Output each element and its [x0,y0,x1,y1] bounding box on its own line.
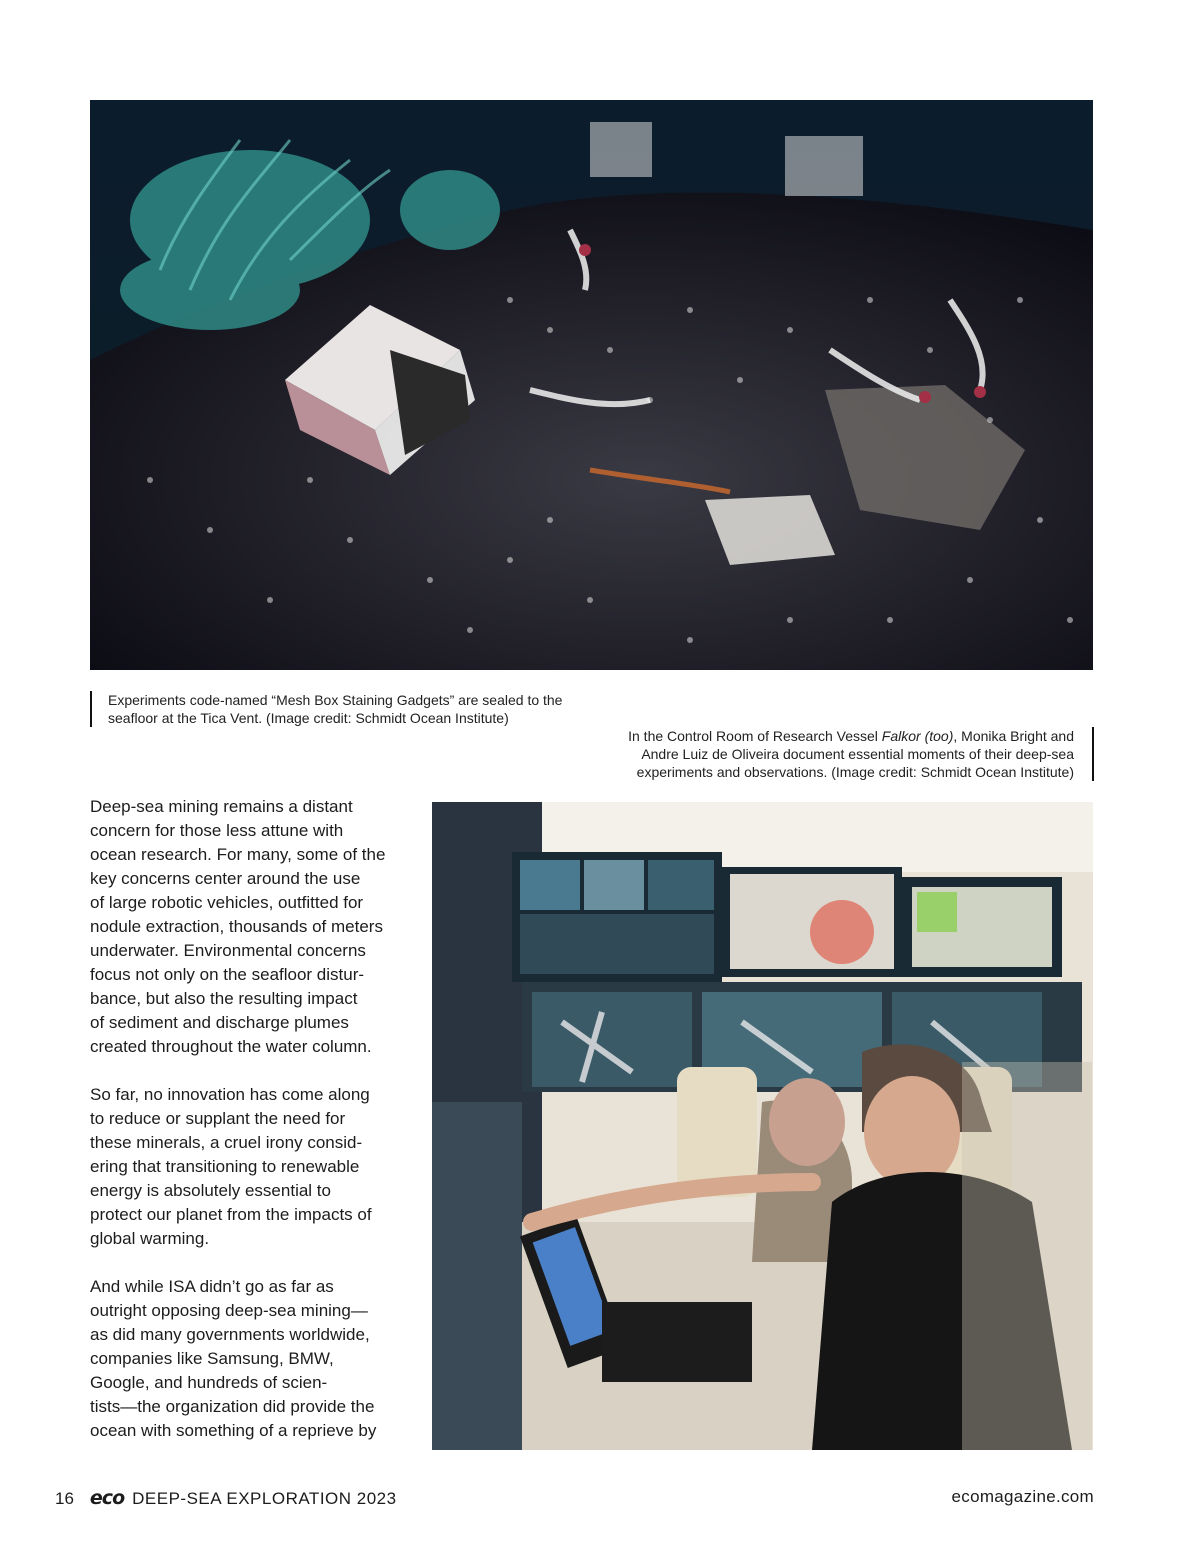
paragraph-1: Deep-sea mining remains a distant concern for those less attune with ocean research. For many, some of the key concerns center around the use of large robotic vehicles, outfitted for nodule extraction, thousands of meters underwater. Environmental concerns focus not only on the seafloor distur- bance, but also the resulting impact of sediment and discharge plumes created throughout the water column. [90,797,386,1056]
paragraph-3: And while ISA didn’t go as far as outright opposing deep-sea mining— as did many governments worldwide, companies like Samsung, BMW, Google, and hundreds of scien- tists—the organization did provide the ocean with something of a reprieve by [90,1277,377,1440]
photo-caption-seafloor [90,691,578,727]
issue-title: DEEP-SEA EXPLORATION 2023 [132,1489,397,1508]
vessel-name: Falkor (too) [881,728,954,744]
paragraph-2: So far, no innovation has come along to reduce or supplant the need for these minerals, a cruel irony consid- ering that transitioning to renewable energy is absolutely essential to protect our planet from the impacts of global warming. [90,1085,372,1248]
seafloor-illustration [90,100,1093,670]
article-body [90,795,410,1467]
eco-logo: eco [89,1487,125,1509]
control-room-illustration [432,802,1093,1450]
photo-caption-control-room [590,727,1094,781]
caption-text-end: , Monika Bright and Andre Luiz de Oliveira document essential moments of their deep-sea experiments and observations. (Image credit: Schmidt Ocean Institute) [636,728,1074,780]
page-footer [55,1487,1094,1511]
caption-text: Experiments code-named “Mesh Box Staining Gadgets” are sealed to the seafloor at the Tica Vent. (Image credit: Schmidt Ocean Institute) [108,692,563,726]
footer-left [55,1487,397,1509]
seafloor-photo [90,100,1093,670]
control-room-photo [432,802,1093,1450]
website-link[interactable]: ecomagazine.com [951,1487,1094,1506]
caption-text-start: In the Control Room of Research Vessel [628,728,882,744]
page-number: 16 [55,1489,74,1508]
